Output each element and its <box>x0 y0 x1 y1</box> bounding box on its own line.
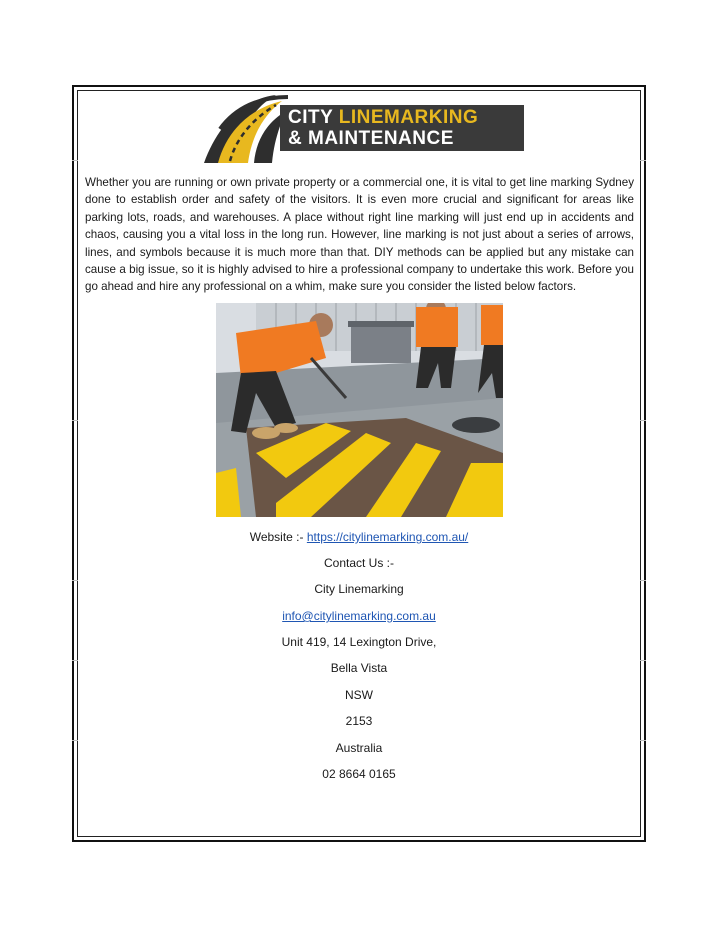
logo-title-line2: & MAINTENANCE <box>288 128 454 149</box>
frame-tick <box>640 420 646 421</box>
phone-line: 02 8664 0165 <box>322 767 396 781</box>
country-line: Australia <box>335 741 383 755</box>
logo-word-city: CITY <box>288 107 333 128</box>
website-link[interactable]: https://citylinemarking.com.au/ <box>306 530 469 544</box>
suburb-line: Bella Vista <box>330 661 388 675</box>
company-logo <box>196 89 526 167</box>
postcode-line: 2153 <box>345 714 373 728</box>
logo-word-linemarking: LINEMARKING <box>338 107 479 128</box>
frame-tick <box>640 580 646 581</box>
frame-tick <box>72 580 78 581</box>
website-line <box>78 530 640 544</box>
contact-heading: Contact Us :- <box>323 556 395 570</box>
logo-title-line1 <box>288 108 478 127</box>
email-link[interactable]: info@citylinemarking.com.au <box>282 609 436 623</box>
website-label: Website :- <box>249 530 307 544</box>
frame-tick <box>640 740 646 741</box>
frame-tick <box>640 160 646 161</box>
frame-tick <box>640 660 646 661</box>
frame-tick <box>72 420 78 421</box>
line-marking-photo <box>216 303 503 517</box>
body-paragraph: Whether you are running or own private property or a commercial one, it is vital to get line marking Sydney done to establish order and safety of the visitors. It is even more crucial and significant for areas like parking lots, roads, and warehouses. A place without right line marking will just end up in accidents and chaos, causing you a vital loss in the long run. However, line marking is not just about a series of arrows, lines, and symbols because it is much more than that. DIY methods can be applied but any mistake can cause a big issue, so it is highly advised to hire a professional company to undertake this work. Before you go ahead and hire any professional on a whim, make sure you consider the listed below factors. <box>85 176 634 294</box>
frame-tick <box>72 160 78 161</box>
state-line: NSW <box>345 688 373 702</box>
company-name: City Linemarking <box>314 582 404 596</box>
address-line: Unit 419, 14 Lexington Drive, <box>281 635 437 649</box>
